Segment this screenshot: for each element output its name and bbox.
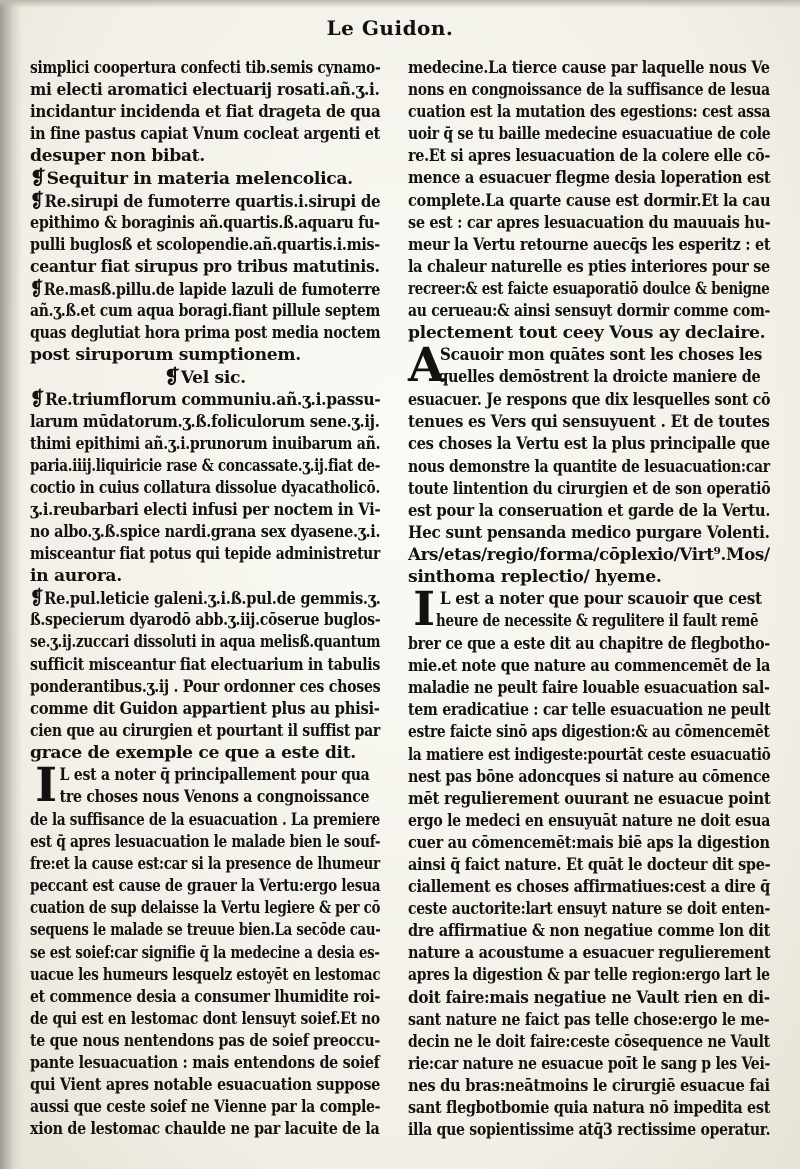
text-line bbox=[408, 234, 771, 256]
text-line bbox=[30, 565, 380, 587]
text-line bbox=[408, 1075, 770, 1097]
dropcap-lines bbox=[408, 582, 770, 638]
text-line bbox=[408, 256, 770, 278]
pilcrow-icon: ❡ bbox=[30, 167, 46, 190]
line-text: cuation est la mutation des egestions: cest assa bbox=[408, 102, 771, 123]
text-line bbox=[30, 388, 381, 411]
line-text: decin ne le doit faire:ceste cōsequence ne Vault bbox=[408, 1031, 770, 1052]
line-text: comme dit Guidon appartient plus au phisi- bbox=[30, 698, 380, 719]
pilcrow-icon: ❡ bbox=[30, 388, 45, 411]
line-text: ß.specierum dyarodō abb.ʒ.iij.cōserue buglos- bbox=[30, 610, 381, 631]
text-line bbox=[30, 654, 381, 676]
text-line bbox=[408, 478, 771, 500]
line-text: au cerueau:& ainsi sensuyt dormir comme com- bbox=[408, 301, 771, 322]
text-line bbox=[408, 101, 771, 123]
text-line bbox=[408, 1031, 770, 1053]
line-text: complete.La quarte cause est dormir.Et la cau bbox=[408, 190, 771, 211]
text-line bbox=[30, 300, 381, 322]
line-text: tre choses nous Venons a congnoissance bbox=[59, 787, 370, 808]
text-line bbox=[408, 123, 771, 145]
line-text: se est : car apres lesuacuation du mauuais hu- bbox=[408, 212, 771, 233]
line-text: L est a noter q̄ principallement pour qua bbox=[59, 765, 370, 785]
dropcap-lines bbox=[30, 758, 380, 813]
line-text: mi electi aromatici electuarij rosati.añ.ʒ.i. bbox=[30, 80, 380, 101]
line-text: se est soief:car signifie q̄ la medecine a desia es- bbox=[30, 942, 380, 963]
text-line bbox=[408, 655, 771, 677]
line-text: apres la digestion & par telle region:ergo lart le bbox=[408, 965, 770, 986]
line-text: se.ʒ.ij.zuccari dissoluti in aqua melisß.quantum bbox=[30, 632, 381, 653]
line-text: et commence desia a consumer lhumidite roi- bbox=[30, 986, 381, 1007]
line-text: estre faicte sinō aps digestion:& au cōmencemēt bbox=[408, 722, 770, 743]
line-text: qui Vient apres notable esuacuation suppose bbox=[30, 1075, 381, 1096]
line-text: te que nous nentendons pas de soief preoccu- bbox=[30, 1030, 380, 1051]
line-text: cien que au cirurgien et pourtant il suffist par bbox=[30, 720, 380, 741]
pilcrow-icon: ❡ bbox=[30, 277, 43, 300]
text-line bbox=[408, 898, 770, 920]
text-line bbox=[30, 79, 380, 101]
text-line bbox=[30, 1096, 381, 1118]
line-text: nons en congnoissance de la suffisance de lesua bbox=[408, 80, 770, 101]
line-text: mence a esuacuer flegme desia loperation est bbox=[408, 168, 771, 189]
text-line bbox=[408, 145, 771, 167]
line-text: de qui est en lestomac dont lensuyt soief.Et no bbox=[30, 1008, 380, 1029]
text-line bbox=[30, 831, 381, 853]
text-line bbox=[408, 57, 770, 79]
text-line bbox=[30, 964, 381, 986]
left-paragraph-opening bbox=[30, 57, 380, 167]
text-line bbox=[408, 411, 770, 433]
text-line bbox=[408, 942, 771, 964]
line-text: tenues es Vers qui sensuyuent . Et de toutes bbox=[408, 412, 770, 433]
line-text: Re.sirupi de fumoterre quartis.i.sirupi de bbox=[44, 191, 381, 212]
text-line bbox=[408, 500, 771, 522]
line-text: nes du bras:neātmoins le cirurgiē esuacue fai bbox=[408, 1075, 770, 1096]
text-line bbox=[30, 676, 381, 698]
line-text: Re.masß.pillu.de lapide lazuli de fumoterre bbox=[43, 279, 381, 300]
line-text: Scauoir mon quātes sont les choses les bbox=[439, 345, 762, 366]
line-text: recreer:& est faicte esuaporatiō doulce & benigne bbox=[408, 278, 770, 299]
text-line bbox=[30, 234, 380, 256]
text-line bbox=[408, 1009, 770, 1031]
paragraph-scauoir-mon bbox=[408, 338, 770, 394]
line-text: in fine pastus capiat Vnum cocleat argenti et bbox=[30, 124, 380, 145]
line-text: Re.triumflorum communiu.añ.ʒ.i.passu- bbox=[44, 390, 381, 411]
text-line bbox=[408, 876, 770, 898]
dropcap-initial: I bbox=[35, 758, 57, 813]
line-text: aussi que ceste soief ne Vienne par la comple- bbox=[30, 1097, 381, 1118]
recipe-pillule bbox=[30, 278, 380, 366]
text-line bbox=[408, 964, 770, 986]
text-line bbox=[408, 832, 770, 854]
text-line bbox=[408, 389, 771, 411]
pilcrow-icon: ❡ bbox=[164, 366, 180, 389]
text-line bbox=[30, 1030, 380, 1052]
line-text: est q̄ apres lesuacuation le malade bien le souf- bbox=[30, 832, 381, 853]
text-line bbox=[30, 543, 380, 565]
line-text: ceste auctorite:lart ensuyt nature se doit enten- bbox=[408, 899, 770, 920]
pilcrow-icon: ❡ bbox=[30, 189, 44, 212]
line-text: pante lesuacuation : mais entendons de soief bbox=[30, 1053, 380, 1074]
text-line bbox=[30, 1118, 380, 1140]
paragraph-scauoir-mon-body bbox=[408, 389, 770, 588]
line-text: desuper non bibat. bbox=[30, 146, 205, 167]
line-text: maladie ne peult faire louable esuacuation sal- bbox=[408, 678, 770, 699]
line-text: brer ce que a este dit au chapitre de flegbotho- bbox=[408, 634, 770, 655]
text-line bbox=[30, 145, 380, 167]
text-line bbox=[30, 521, 381, 543]
line-text: la matiere est indigeste:pourtāt ceste esuacuatiō bbox=[408, 744, 771, 765]
line-text: thimi epithimi añ.ʒ.i.prunorum inuibarum añ. bbox=[30, 433, 381, 454]
line-text: sequens le malade se treuue bien.La secōde cau- bbox=[30, 920, 381, 941]
rubric-text: Vel sic. bbox=[180, 368, 246, 389]
line-text: quelles demōstrent la droicte maniere de bbox=[438, 367, 761, 388]
line-text: plectement tout ceey Vous ay declaire. bbox=[408, 323, 766, 344]
text-line bbox=[30, 809, 380, 831]
left-column bbox=[30, 57, 380, 1140]
line-text: misceantur fiat potus qui tepide administretur bbox=[30, 544, 380, 565]
line-text: de la suffisance de la esuacuation . La premiere bbox=[30, 810, 380, 830]
text-line bbox=[408, 810, 771, 832]
recipe-sirupi bbox=[30, 190, 380, 278]
line-text: pulli buglosß et scolopendie.añ.quartis.i.mis- bbox=[30, 234, 380, 255]
text-line bbox=[30, 499, 381, 521]
text-line bbox=[408, 699, 771, 721]
line-text: Hec sunt pensanda medico purgare Volenti. bbox=[408, 522, 770, 543]
text-line bbox=[408, 744, 771, 766]
text-line bbox=[408, 300, 771, 322]
text-line bbox=[30, 631, 381, 653]
text-line bbox=[408, 721, 770, 743]
rubric-melencolica bbox=[30, 167, 380, 189]
text-line bbox=[30, 1074, 381, 1096]
text-line bbox=[408, 588, 762, 610]
line-text: ces choses la Vertu est la plus principalle que bbox=[408, 434, 770, 455]
line-text: meur la Vertu retourne auecq̄s les esperitz : et bbox=[408, 234, 771, 255]
line-text: mēt regulierement ouurant ne esuacue point bbox=[408, 788, 771, 809]
text-line bbox=[408, 1119, 771, 1141]
line-text: la chaleur naturelle es pties interiores pour se bbox=[408, 256, 770, 277]
dropcap-initial: A bbox=[408, 338, 445, 394]
line-text: est pour la conseruation et garde de la Vertu. bbox=[408, 500, 771, 521]
text-line bbox=[408, 633, 770, 655]
text-line bbox=[30, 411, 380, 433]
line-text: epithimo & boraginis añ.quartis.ß.aquaru fu- bbox=[30, 212, 380, 233]
line-text: illa que sopientissime atq̄3 rectissime operatur. bbox=[408, 1120, 771, 1141]
text-line bbox=[30, 587, 381, 610]
text-line bbox=[30, 742, 380, 764]
line-text: quas deglutiat hora prima post media noctem bbox=[30, 323, 381, 344]
text-line bbox=[30, 322, 381, 344]
line-text: fre:et la cause est:car si la presence de lhumeur bbox=[30, 854, 380, 875]
text-line bbox=[30, 455, 381, 477]
text-line bbox=[408, 566, 770, 588]
text-line bbox=[30, 1052, 380, 1074]
text-line bbox=[408, 79, 770, 101]
dropcap-initial: I bbox=[413, 582, 435, 638]
text-line bbox=[408, 920, 770, 942]
paragraph-il-est-a-noter-2-body bbox=[408, 633, 770, 1141]
paragraph-il-est-a-noter bbox=[30, 758, 380, 813]
line-text: ergo le medeci en ensuyuāt nature ne doit esua bbox=[408, 810, 771, 831]
line-text: incidantur incidenda et fiat drageta de qua bbox=[30, 102, 381, 123]
line-text: xion de lestomac chaulde ne par lacuite de la bbox=[30, 1119, 380, 1140]
line-text: uoir q̄ se tu baille medecine esuacuatiue de cole bbox=[408, 124, 771, 145]
line-text: heure de necessite & regulitere il fault remē bbox=[436, 611, 759, 632]
line-text: cuer au cōmencemēt:mais biē aps la digestion bbox=[408, 832, 770, 853]
text-line bbox=[30, 433, 381, 455]
line-text: Ars/etas/regio/forma/cōplexio/Virt⁹.Mos/ bbox=[408, 544, 770, 565]
line-text: uacue les humeurs lesquelz estoyēt en lestomac bbox=[30, 964, 381, 985]
line-text: in aurora. bbox=[30, 566, 122, 587]
line-text: toute lintention du cirurgien et de son operatiō bbox=[408, 478, 771, 499]
paragraph-il-est-a-noter-body bbox=[30, 809, 380, 1140]
rubric-vel-sic bbox=[30, 366, 380, 388]
line-text: cuation de sup delaisse la Vertu legiere & per cō bbox=[30, 898, 381, 919]
text-line bbox=[30, 256, 380, 278]
text-line bbox=[30, 853, 380, 875]
text-line bbox=[30, 698, 380, 720]
text-line bbox=[30, 720, 380, 742]
text-line bbox=[30, 1008, 380, 1030]
text-line bbox=[30, 344, 380, 366]
line-text: sinthoma replectio/ hyeme. bbox=[408, 566, 662, 587]
line-text: sufficit misceantur fiat electuarium in tabulis bbox=[30, 654, 381, 675]
text-line bbox=[30, 101, 381, 123]
text-line bbox=[408, 433, 770, 455]
line-text: nature a acoustume a esuacuer regulierement bbox=[408, 943, 771, 964]
line-text: añ.ʒ.ß.et cum aqua boragi.fiant pillule septem bbox=[30, 301, 381, 322]
paragraph-il-est-a-noter-2 bbox=[408, 582, 770, 638]
text-line bbox=[408, 610, 759, 632]
line-text: sant flegbotbomie quia natura nō impedita est bbox=[408, 1098, 771, 1119]
line-text: nous demonstre la quantite de lesuacuation:car bbox=[408, 456, 770, 477]
text-line bbox=[408, 522, 770, 544]
dropcap-lines bbox=[408, 338, 770, 394]
line-text: peccant est cause de grauer la Vertu:ergo lesua bbox=[30, 876, 381, 897]
recipe-pul-leticie bbox=[30, 587, 380, 764]
running-head: Le Guidon. bbox=[326, 16, 454, 40]
text-line bbox=[30, 919, 381, 941]
line-text: tem eradicatiue : car telle esuacuation ne peult bbox=[408, 700, 771, 721]
line-text: no albo.ʒ.ß.spice nardi.grana sex dyasene.ʒ.i. bbox=[30, 521, 381, 542]
line-text: larum mūdatorum.ʒ.ß.foliculorum sene.ʒ.ij. bbox=[30, 411, 380, 432]
line-text: simplici coopertura confecti tib.semis cynamo- bbox=[30, 58, 381, 78]
text-line bbox=[408, 366, 761, 388]
page-top-edge-shadow bbox=[0, 0, 800, 8]
line-text: ceantur fiat sirupus pro tribus matutinis. bbox=[30, 256, 380, 277]
line-text: grace de exemple ce que a este dit. bbox=[30, 742, 356, 763]
text-line bbox=[408, 788, 771, 810]
text-line bbox=[408, 322, 770, 344]
text-line bbox=[30, 477, 380, 499]
text-line bbox=[30, 986, 381, 1008]
line-text: sant nature ne faict pas telle chose:ergo le me- bbox=[408, 1009, 770, 1030]
text-line bbox=[408, 167, 771, 189]
text-line bbox=[30, 875, 381, 897]
right-column bbox=[408, 57, 770, 1141]
line-text: nest pas bōne adoncques si nature au cōmence bbox=[408, 766, 771, 787]
text-line bbox=[30, 942, 380, 964]
text-line bbox=[408, 766, 771, 788]
text-line bbox=[30, 277, 381, 300]
text-line bbox=[408, 544, 770, 566]
line-text: ʒ.i.reubarbari electi infusi per noctem in Vi- bbox=[30, 499, 381, 520]
rubric-text: Sequitur in materia melencolica. bbox=[46, 169, 353, 190]
line-text: L est a noter que pour scauoir que cest bbox=[439, 589, 762, 610]
text-line bbox=[408, 456, 770, 478]
line-text: paria.iiij.liquiricie rase & concassate.ʒ.ij.fiat de- bbox=[30, 455, 381, 476]
text-line bbox=[30, 123, 380, 145]
line-text: ciallement es choses affirmatiues:cest a dire q̄ bbox=[408, 877, 770, 898]
line-text: ponderantibus.ʒ.ij . Pour ordonner ces choses bbox=[30, 676, 381, 697]
line-text: mie.et note que nature au commencemēt de la bbox=[408, 656, 771, 677]
line-text: rie:car nature ne esuacue poīt le sang p les Vei- bbox=[408, 1053, 771, 1074]
text-line bbox=[30, 609, 381, 631]
text-line bbox=[30, 897, 381, 919]
line-text: ainsi q̄ faict nature. Et quāt le docteur dit spe- bbox=[408, 855, 771, 875]
line-text: coctio in cuius collatura dissolue dyacatholicō. bbox=[30, 477, 380, 498]
right-paragraph-opening bbox=[408, 57, 770, 344]
text-line bbox=[408, 212, 771, 234]
text-line bbox=[408, 987, 770, 1009]
line-text: Re.pul.leticie galeni.ʒ.i.ß.pul.de gemmis.ʒ. bbox=[44, 589, 381, 610]
text-line bbox=[408, 854, 771, 876]
line-text: post siruporum sumptionem. bbox=[30, 345, 301, 366]
text-line bbox=[408, 278, 770, 300]
line-text: dre affirmatiue & non negatiue comme lon dit bbox=[408, 921, 770, 942]
text-line bbox=[408, 1053, 771, 1075]
text-line bbox=[30, 57, 381, 79]
line-text: re.Et si apres lesuacuation de la colere elle cō- bbox=[408, 146, 771, 167]
page-left-edge-shadow bbox=[0, 0, 22, 1169]
pilcrow-icon: ❡ bbox=[30, 587, 44, 610]
text-line bbox=[30, 764, 370, 786]
line-text: medecine.La tierce cause par laquelle nous Ve bbox=[408, 58, 770, 78]
text-line bbox=[30, 189, 381, 212]
text-line bbox=[408, 677, 770, 699]
line-text: doit faire:mais negatiue ne Vault rien en di- bbox=[408, 987, 770, 1008]
text-line bbox=[408, 344, 762, 366]
recipe-triumflorum bbox=[30, 388, 380, 587]
text-line bbox=[408, 190, 771, 212]
line-text: esuacuer. Je respons que dix lesquelles sont cō bbox=[408, 390, 771, 411]
text-line bbox=[30, 212, 380, 234]
text-line bbox=[30, 786, 370, 808]
text-line bbox=[408, 1097, 771, 1119]
